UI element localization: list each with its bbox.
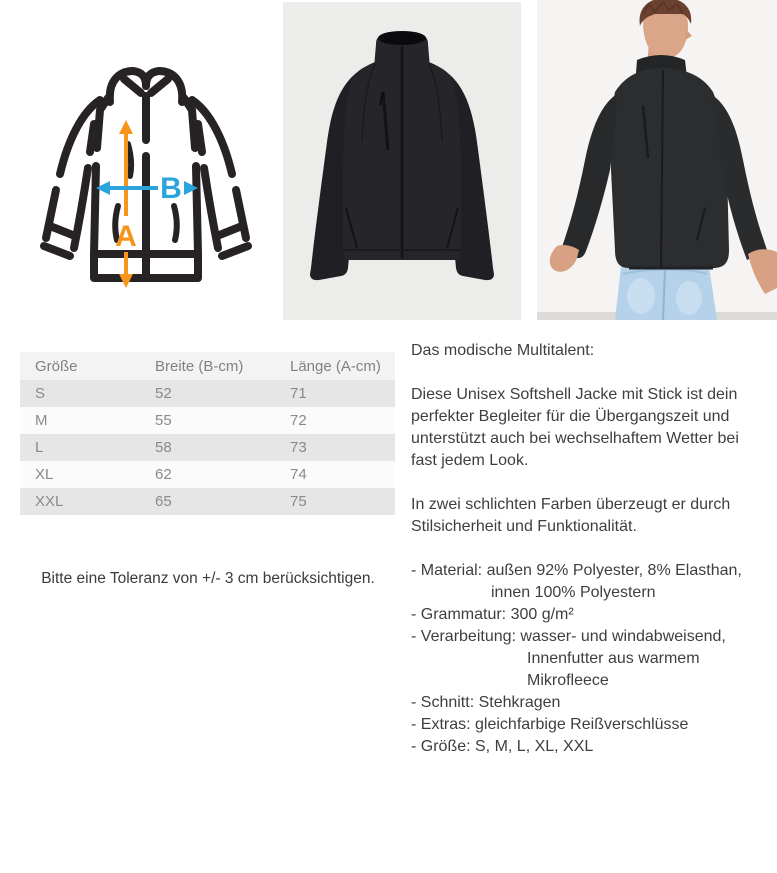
spec-verarbeitung-line2: Innenfutter aus warmem bbox=[527, 650, 700, 667]
size-cell: S bbox=[35, 385, 46, 402]
size-cell: M bbox=[35, 412, 48, 429]
spec-groesse: - Größe: S, M, L, XL, XXL bbox=[411, 738, 594, 755]
spec-verarbeitung-line3: Mikrofleece bbox=[527, 672, 609, 689]
jacket-measurement-diagram-icon bbox=[20, 48, 272, 296]
model-wearing-jacket-image bbox=[537, 0, 777, 320]
size-table-header-row bbox=[20, 352, 395, 380]
size-table bbox=[20, 352, 395, 515]
size-cell: XL bbox=[35, 466, 54, 483]
jacket-torso bbox=[611, 68, 729, 268]
laenge-cell: 71 bbox=[290, 385, 307, 402]
laenge-cell: 72 bbox=[290, 412, 307, 429]
spec-material-line2: innen 100% Polyestern bbox=[491, 584, 656, 601]
table-row-xxl bbox=[20, 488, 395, 515]
size-diagram-image bbox=[20, 48, 272, 296]
laenge-cell: 73 bbox=[290, 439, 307, 456]
measure-label-b: B bbox=[160, 172, 182, 205]
col-header-groesse: Größe bbox=[35, 357, 78, 375]
breite-cell: 55 bbox=[155, 412, 172, 429]
product-photo bbox=[283, 2, 521, 320]
breite-cell: 52 bbox=[155, 385, 172, 402]
spec-material-line1: - Material: außen 92% Polyester, 8% Elasthan, bbox=[411, 562, 742, 579]
breite-cell: 62 bbox=[155, 466, 172, 483]
breite-cell: 58 bbox=[155, 439, 172, 456]
col-header-breite: Breite (B-cm) bbox=[155, 357, 244, 375]
size-cell: XXL bbox=[35, 493, 64, 510]
breite-cell: 65 bbox=[155, 493, 172, 510]
product-jacket-image bbox=[283, 2, 521, 320]
table-row-xl bbox=[20, 461, 395, 488]
jacket-outline-icon bbox=[44, 71, 248, 278]
measure-label-a: A bbox=[115, 220, 137, 253]
table-row-s bbox=[20, 380, 395, 407]
spec-extras: - Extras: gleichfarbige Reißverschlüsse bbox=[411, 716, 689, 733]
size-cell: L bbox=[35, 439, 44, 456]
product-description bbox=[411, 340, 767, 758]
description-paragraph-2: In zwei schlichten Farben überzeugt er durch Stilsicherheit und Funktionalität. bbox=[411, 496, 731, 535]
laenge-cell: 75 bbox=[290, 493, 307, 510]
description-title: Das modische Multitalent: bbox=[411, 342, 595, 359]
spec-verarbeitung-line1: - Verarbeitung: wasser- und windabweisend, bbox=[411, 628, 726, 645]
tolerance-note: Bitte eine Toleranz von +/- 3 cm berücksichtigen. bbox=[41, 570, 375, 587]
model-photo bbox=[537, 0, 777, 320]
description-paragraph-1: Diese Unisex Softshell Jacke mit Stick ist dein perfekter Begleiter für die Übergangszeit und unterstützt auch bei wechselhaftem Wetter bei fast jedem Look. bbox=[411, 386, 739, 469]
spec-list bbox=[411, 560, 767, 758]
col-header-laenge: Länge (A-cm) bbox=[290, 357, 381, 375]
spec-grammatur: - Grammatur: 300 g/m² bbox=[411, 606, 574, 623]
table-row-l bbox=[20, 434, 395, 461]
table-row-m bbox=[20, 407, 395, 434]
laenge-cell: 74 bbox=[290, 466, 307, 483]
spec-schnitt: - Schnitt: Stehkragen bbox=[411, 694, 561, 711]
